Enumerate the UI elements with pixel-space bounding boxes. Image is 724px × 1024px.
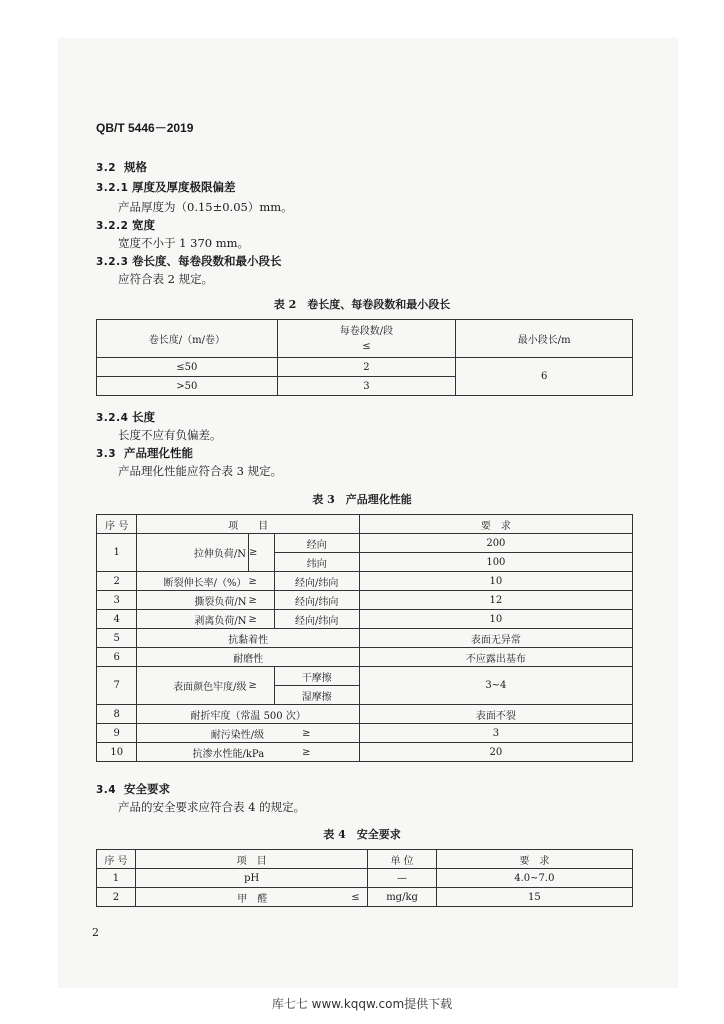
table-3-row2-no: 2 <box>97 572 137 591</box>
table-3-row2-sub: 经向/纬向 <box>274 572 359 591</box>
table-4-row1-no: 1 <box>97 869 136 888</box>
table-3-header-no: 序 号 <box>97 515 137 534</box>
table-2-row2-length: >50 <box>97 377 278 396</box>
table-2-header-segments: 每卷段数/段 ≤ <box>277 320 456 358</box>
table-3-row7-item: 表面颜色牢度/级 <box>137 667 249 705</box>
table-2-header-length: 卷长度/（m/卷） <box>97 320 278 358</box>
table-3-row7-no: 7 <box>97 667 137 705</box>
section-3-2-4-heading: 3.2.4 长度 <box>96 410 155 424</box>
table-2-row2-segments: 3 <box>277 377 456 396</box>
table-3-row8-item: 耐折牢度（常温 500 次） <box>137 705 359 724</box>
table-3-header-item: 项 目 <box>137 515 359 534</box>
table-3-row3-no: 3 <box>97 591 137 610</box>
table-2-row1-segments: 2 <box>277 358 456 377</box>
table-3 <box>96 514 633 762</box>
table-3-row3-item: 撕裂负荷/N <box>137 591 249 610</box>
table-3-row7-sym: ≥ <box>248 667 274 705</box>
table-3-row6-item: 耐磨性 <box>137 648 359 667</box>
section-3-2-1-text: 产品厚度为（0.15±0.05）mm。 <box>118 200 293 214</box>
section-3-3-text: 产品理化性能应符合表 3 规定。 <box>118 464 283 478</box>
table-4-row1-item: pH <box>135 869 368 888</box>
table-3-row9-item: 耐污染性/级 <box>137 724 274 743</box>
table-3-row4-item: 剥离负荷/N <box>137 610 249 629</box>
table-3-row2-val: 10 <box>359 572 632 591</box>
section-3-4-heading: 3.4 安全要求 <box>96 782 170 796</box>
table-3-row8-val: 表面不裂 <box>359 705 632 724</box>
table-4-header-req: 要 求 <box>436 850 632 869</box>
table-3-row1-sub-b: 纬向 <box>274 553 359 572</box>
table-4 <box>96 849 633 907</box>
table-3-row9-val: 3 <box>359 724 632 743</box>
table-3-row5-val: 表面无异常 <box>359 629 632 648</box>
table-4-caption: 表 4 安全要求 <box>323 828 401 841</box>
table-2-min-length-value: 6 <box>456 358 633 396</box>
section-3-2-3-heading: 3.2.3 卷长度、每卷段数和最小段长 <box>96 254 282 268</box>
table-3-row4-no: 4 <box>97 610 137 629</box>
section-3-2-2-heading: 3.2.2 宽度 <box>96 218 155 232</box>
table-3-row10-item: 抗渗水性能/kPa <box>137 743 274 762</box>
table-3-row9-sym: ≥ <box>274 724 359 743</box>
footer-watermark-text: 库七七 www.kqqw.com提供下载 <box>271 997 453 1011</box>
table-3-row1-item: 拉伸负荷/N <box>137 534 249 572</box>
table-3-row4-val: 10 <box>359 610 632 629</box>
table-2-header-min-length: 最小段长/m <box>456 320 633 358</box>
table-3-row5-item: 抗黏着性 <box>137 629 359 648</box>
table-3-row7-sub-a: 干摩擦 <box>274 667 359 686</box>
section-3-2-2-text: 宽度不小于 1 370 mm。 <box>118 236 250 250</box>
table-3-row10-val: 20 <box>359 743 632 762</box>
section-3-3-heading: 3.3 产品理化性能 <box>96 446 193 460</box>
table-3-header-req: 要 求 <box>359 515 632 534</box>
table-2 <box>96 319 633 396</box>
table-3-row1-sym: ≥ <box>248 534 274 572</box>
table-3-row10-no: 10 <box>97 743 137 762</box>
table-4-row2-item: 甲 醛 <box>135 888 343 907</box>
table-4-row2-val: 15 <box>436 888 632 907</box>
section-3-2-4-text: 长度不应有负偏差。 <box>118 428 222 442</box>
section-3-2-3-text: 应符合表 2 规定。 <box>118 272 214 286</box>
table-3-row4-sym: ≥ <box>248 610 274 629</box>
table-3-row3-sym: ≥ <box>248 591 274 610</box>
section-3-2-heading: 3.2 规格 <box>96 160 147 174</box>
table-4-header-no: 序 号 <box>97 850 136 869</box>
table-4-row1-val: 4.0~7.0 <box>436 869 632 888</box>
table-3-row7-sub-b: 湿摩擦 <box>274 686 359 705</box>
table-3-row1-no: 1 <box>97 534 137 572</box>
table-4-row1-unit: — <box>368 869 436 888</box>
table-3-row3-val: 12 <box>359 591 632 610</box>
table-3-row3-sub: 经向/纬向 <box>274 591 359 610</box>
table-3-row4-sub: 经向/纬向 <box>274 610 359 629</box>
table-4-row2-no: 2 <box>97 888 136 907</box>
table-3-row7-val: 3~4 <box>359 667 632 705</box>
table-2-row1-length: ≤50 <box>97 358 278 377</box>
table-4-header-item: 项 目 <box>135 850 368 869</box>
table-4-row2-sym: ≤ <box>344 888 368 907</box>
table-3-row2-sym: ≥ <box>248 572 274 591</box>
table-3-row6-val: 不应露出基布 <box>359 648 632 667</box>
section-3-2-1-heading: 3.2.1 厚度及厚度极限偏差 <box>96 180 236 194</box>
page-number: 2 <box>92 926 99 939</box>
table-3-row1-sub-a: 经向 <box>274 534 359 553</box>
table-3-row9-no: 9 <box>97 724 137 743</box>
standard-code: QB/T 5446－2019 <box>96 121 194 135</box>
table-3-row2-item: 断裂伸长率/（%） <box>137 572 249 591</box>
table-3-row6-no: 6 <box>97 648 137 667</box>
table-3-row1-val-b: 100 <box>359 553 632 572</box>
table-3-caption: 表 3 产品理化性能 <box>312 493 412 506</box>
table-3-row10-sym: ≥ <box>274 743 359 762</box>
table-2-caption: 表 2 卷长度、每卷段数和最小段长 <box>273 298 451 311</box>
table-3-row8-no: 8 <box>97 705 137 724</box>
table-3-row5-no: 5 <box>97 629 137 648</box>
table-3-row1-val-a: 200 <box>359 534 632 553</box>
section-3-4-text: 产品的安全要求应符合表 4 的规定。 <box>118 800 306 814</box>
table-4-header-unit: 单 位 <box>368 850 436 869</box>
table-4-row2-unit: mg/kg <box>368 888 436 907</box>
